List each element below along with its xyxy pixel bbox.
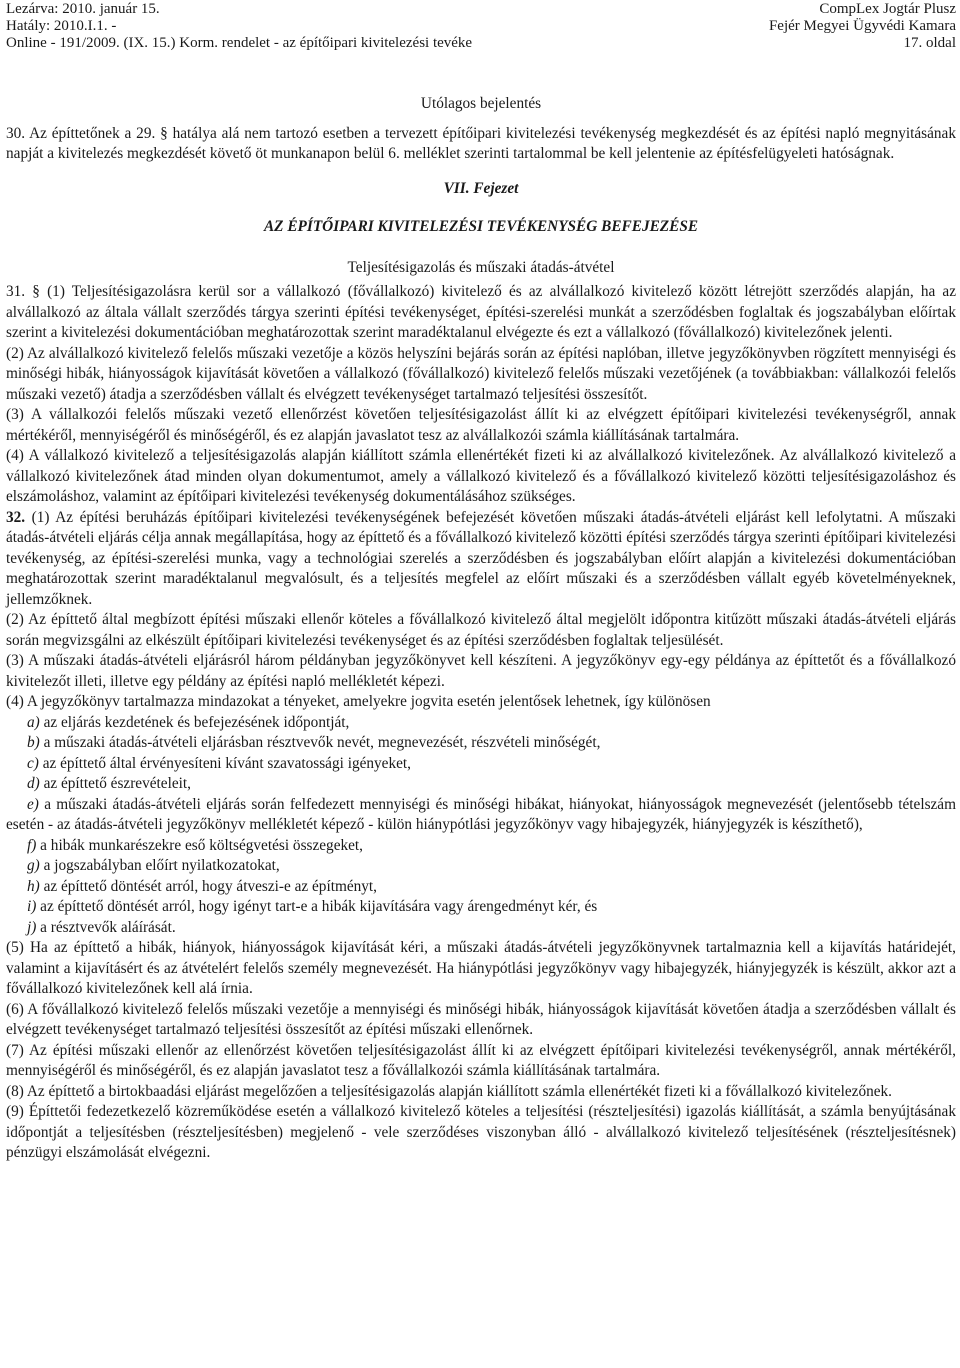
header-product-name: CompLex Jogtár Plusz bbox=[819, 1, 956, 17]
list-item bbox=[6, 918, 956, 939]
paragraph-31-2: (2) Az alvállalkozó kivitelező felelős műszaki vezetője a közös helyszíni bejárás során az építési naplóban, illetve jegyzőkönyvben rögzített mennyiségi és minőségi hibák, hiányosságok kijavítását követően a vállalkozó (fővállalkozó) kivitelező felelős műszaki vezetőjének (a továbbiakban: vállalkozói felelős műszaki vezető) átadja a szerződésben vállalt és elvégzett tevékenységet tartalmazó teljesítési összesítőt. bbox=[6, 344, 956, 403]
chapter-title: AZ ÉPÍTŐIPARI KIVITELEZÉSI TEVÉKENYSÉG BEFEJEZÉSE bbox=[263, 218, 699, 235]
paragraph-32-5: (5) Ha az építtető a hibák, hiányok, hiányosságok kijavítását kéri, a műszaki átadás-átvételi jegyzőkönyvnek tartalmaznia kell a kijavítás határidejét, valamint a kijavításért és az átvételért felelős személy megnevezését. Ha hiánypótlási jegyzőkönyv vagy hibajegyzék, hiányjegyzék is készült, akkor azt a fővállalkozó kivitelezőnek kell alá írnia. bbox=[6, 939, 956, 997]
paragraph-32-9: (9) Építtetői fedezetkezelő közreműködése esetén a vállalkozó kivitelező köteles a teljesítési (részteljesítési) igazolás kiállítását, a számla benyújtásának időpontját a teljesítésben (részteljesítésben) megjelenő - vele szerződéses viszonyban álló - alvállalkozó kivitelező teljesítésének (részteljesítésnek) pénzügyi elszámolását elvégezni. bbox=[6, 1103, 956, 1161]
section-title-utolagos: Utólagos bejelentés bbox=[420, 95, 542, 112]
paragraph-31-3: (3) A vállalkozói felelős műszaki vezető ellenőrzést követően teljesítésigazolást állít ki az elvégzett építőipari kivitelezési tevékenységről, annak mértékéről, mennyiségéről és minőségéről, és ez alapján javaslatot tesz az alvállalkozói számla kiállításának tartalmára. bbox=[6, 406, 956, 444]
list-letter: g) bbox=[27, 857, 40, 874]
paragraph-32-2: (2) Az építtető által megbízott építési műszaki ellenőr köteles a fővállalkozó kivitelező által megjelölt időpontra kitűzött műszaki átadás-átvételi eljárás során megvizsgálni az elkészült építőipari kivitelezési tevékenységet és az építési szerződésben foglaltak teljesülését. bbox=[6, 611, 956, 649]
list-text: az építtető döntését arról, hogy igényt tart-e a hibák kijavítására vagy árengedményt kér, és bbox=[36, 898, 598, 915]
header-licensee: Fejér Megyei Ügyvédi Kamara bbox=[768, 18, 956, 34]
paragraph-32-8: (8) Az építtető a birtokbaadási eljárást megelőzően a teljesítésigazolás alapján kiállított számla ellenértékét fizeti ki a fővállalkozó kivitelezőnek. bbox=[6, 1082, 893, 1100]
paragraph-30: 30. Az építtetőnek a 29. § hatálya alá nem tartozó esetben a tervezett építőipari kivitelezési tevékenység megkezdését és az építési napló megnyitásának napját a kivitelezés megkezdését követő öt munkanapon belül 6. melléklet szerinti tartalommal be kell jelentenie az építésfelügyeleti hatóságnak. bbox=[6, 124, 956, 162]
paragraph-31-4: (4) A vállalkozó kivitelező a teljesítésigazolás alapján kiállított számla ellenértékét fizeti ki az alvállalkozó kivitelezőnek. Az alvállalkozó kivitelező a vállalkozó kivitelezőnek átad minden olyan dokumentumot, amely a vállalkozó kivitelező és a fővállalkozó kivitelező közötti teljesítésigazoláshoz és elszámoláshoz, valamint az építőipari kivitelezési tevékenység dokumentálásához szükséges. bbox=[6, 447, 956, 505]
list-text: a hibák munkarészekre eső költségvetési összegeket, bbox=[36, 836, 364, 854]
list-letter: c) bbox=[27, 754, 39, 772]
document-body bbox=[6, 94, 956, 1164]
list-item bbox=[6, 877, 956, 898]
chapter-heading: VII. Fejezet bbox=[443, 179, 519, 197]
list-text: a műszaki átadás-átvételi eljárásban résztvevők nevét, megnevezését, részvételi minőségét, bbox=[39, 734, 601, 751]
list-item bbox=[6, 733, 956, 754]
header-page-number: 17. oldal bbox=[903, 35, 956, 51]
list-letter: h) bbox=[27, 877, 40, 895]
header-effective-date: Hatály: 2010.I.1. - bbox=[6, 18, 117, 34]
list-letter: f) bbox=[27, 836, 37, 854]
list-letter: i) bbox=[27, 898, 37, 915]
list-item bbox=[6, 713, 956, 734]
paragraph-32-3: (3) A műszaki átadás-átvételi eljárásról három példányban jegyzőkönyvet kell készíteni. A jegyzőkönyv egy-egy példánya az építtetőt és a fővállalkozó kivitelezőt illeti, illetve egy példány az építési napló mellékletét képezi. bbox=[6, 652, 956, 690]
page-header bbox=[0, 0, 960, 56]
paragraph-32-7: (7) Az építési műszaki ellenőr az ellenőrzést követően teljesítésigazolást állít ki az elvégzett építőipari kivitelezési tevékenységről, annak mértékéről, mennyiségéről és minőségéről, és ez alapján javaslatot tesz a fővállalkozói számla kiállításának tartalmára. bbox=[6, 1041, 956, 1079]
header-document-title: Online - 191/2009. (IX. 15.) Korm. rendelet - az építőipari kivitelezési tevéke bbox=[6, 35, 473, 51]
paragraph-32-1 bbox=[6, 508, 956, 611]
list-item bbox=[6, 856, 956, 877]
paragraph-31-1: 31. § (1) Teljesítésigazolásra kerül sor a vállalkozó (fővállalkozó) kivitelező és az alvállalkozó kivitelező között létrejött szerződés alapján, ha az alvállalkozó az általa vállalt szerződés tárgya szerinti építési tevékenységet, építési-szerelési munkát a szerződésben foglaltak és jogszabályban előírtak szerint a kivitelezési dokumentációban meghatározottak szerint maradéktalanul elvégezte és ezt a vállalkozó (fővállalkozó) kivitelezőnek jelenti. bbox=[6, 283, 956, 341]
enumerated-list bbox=[6, 713, 956, 939]
paragraph-32-1-text: (1) Az építési beruházás építőipari kivitelezési tevékenységének befejezését követően műszaki átadás-átvételi eljárást kell lefolytatni. A műszaki átadás-átvételi eljárás célja annak megállapítása, hogy az építtető és a fővállalkozó kivitelező közötti építési szerződés tárgya szerinti építőipari kivitelezési tevékenység, az építési-szerelési munka, vagy a technológiai szerelés a szerződésben és jogszabályban előírt alapján a kivitelezési dokumentációban meghatározottak szerint maradéktalanul megvalósult, és a teljesítés megfelel az előírt műszaki és a szerződésben vállalt egyéb követelményeknek, jellemzőknek. bbox=[6, 508, 956, 608]
list-text: az építtető észrevételeit, bbox=[39, 775, 191, 792]
list-item bbox=[6, 754, 956, 775]
paragraph-32-4: (4) A jegyzőkönyv tartalmazza mindazokat a tényeket, amelyekre jogvita esetén jelentősek lehetnek, így különösen bbox=[6, 693, 711, 710]
list-item bbox=[6, 897, 956, 918]
list-item bbox=[6, 795, 956, 836]
list-item bbox=[6, 836, 956, 857]
header-locked-date: Lezárva: 2010. január 15. bbox=[6, 1, 160, 17]
list-item bbox=[6, 774, 956, 795]
list-text: az eljárás kezdetének és befejezésének időpontját, bbox=[39, 713, 350, 731]
subsection-title: Teljesítésigazolás és műszaki átadás-átvétel bbox=[347, 258, 615, 276]
paragraph-32-6: (6) A fővállalkozó kivitelező felelős műszaki vezetője a mennyiségi és minőségi hibák, hiányosságok kijavítását követően átadja a szerződésben vállalt és elvégzett tevékenységet tartalmazó teljesítési összesítőt az építési műszaki ellenőrnek. bbox=[6, 1000, 956, 1038]
list-text: a jogszabályban előírt nyilatkozatokat, bbox=[39, 857, 280, 874]
section-number-32: 32. bbox=[6, 508, 26, 526]
list-letter: d) bbox=[27, 775, 40, 792]
list-text: a műszaki átadás-átvételi eljárás során felfedezett mennyiségi és minőségi hibákat, hiányokat, hiányosságok megnevezését (jelentősebb tételszám esetén - az átadás-átvételi jegyzőkönyv mellékletét képező - külön hiánypótlási jegyzőkönyv vagy hibajegyzék, hiányjegyzék is készíthető), bbox=[6, 795, 956, 833]
list-letter: b) bbox=[27, 734, 40, 751]
list-text: az építtető döntését arról, hogy átveszi-e az építményt, bbox=[39, 877, 377, 895]
list-letter: j) bbox=[27, 918, 37, 936]
list-letter: a) bbox=[27, 713, 40, 731]
list-text: az építtető által érvényesíteni kívánt szavatossági igényeket, bbox=[38, 754, 411, 772]
list-text: a résztvevők aláírását. bbox=[36, 918, 176, 936]
list-letter: e) bbox=[27, 795, 39, 813]
